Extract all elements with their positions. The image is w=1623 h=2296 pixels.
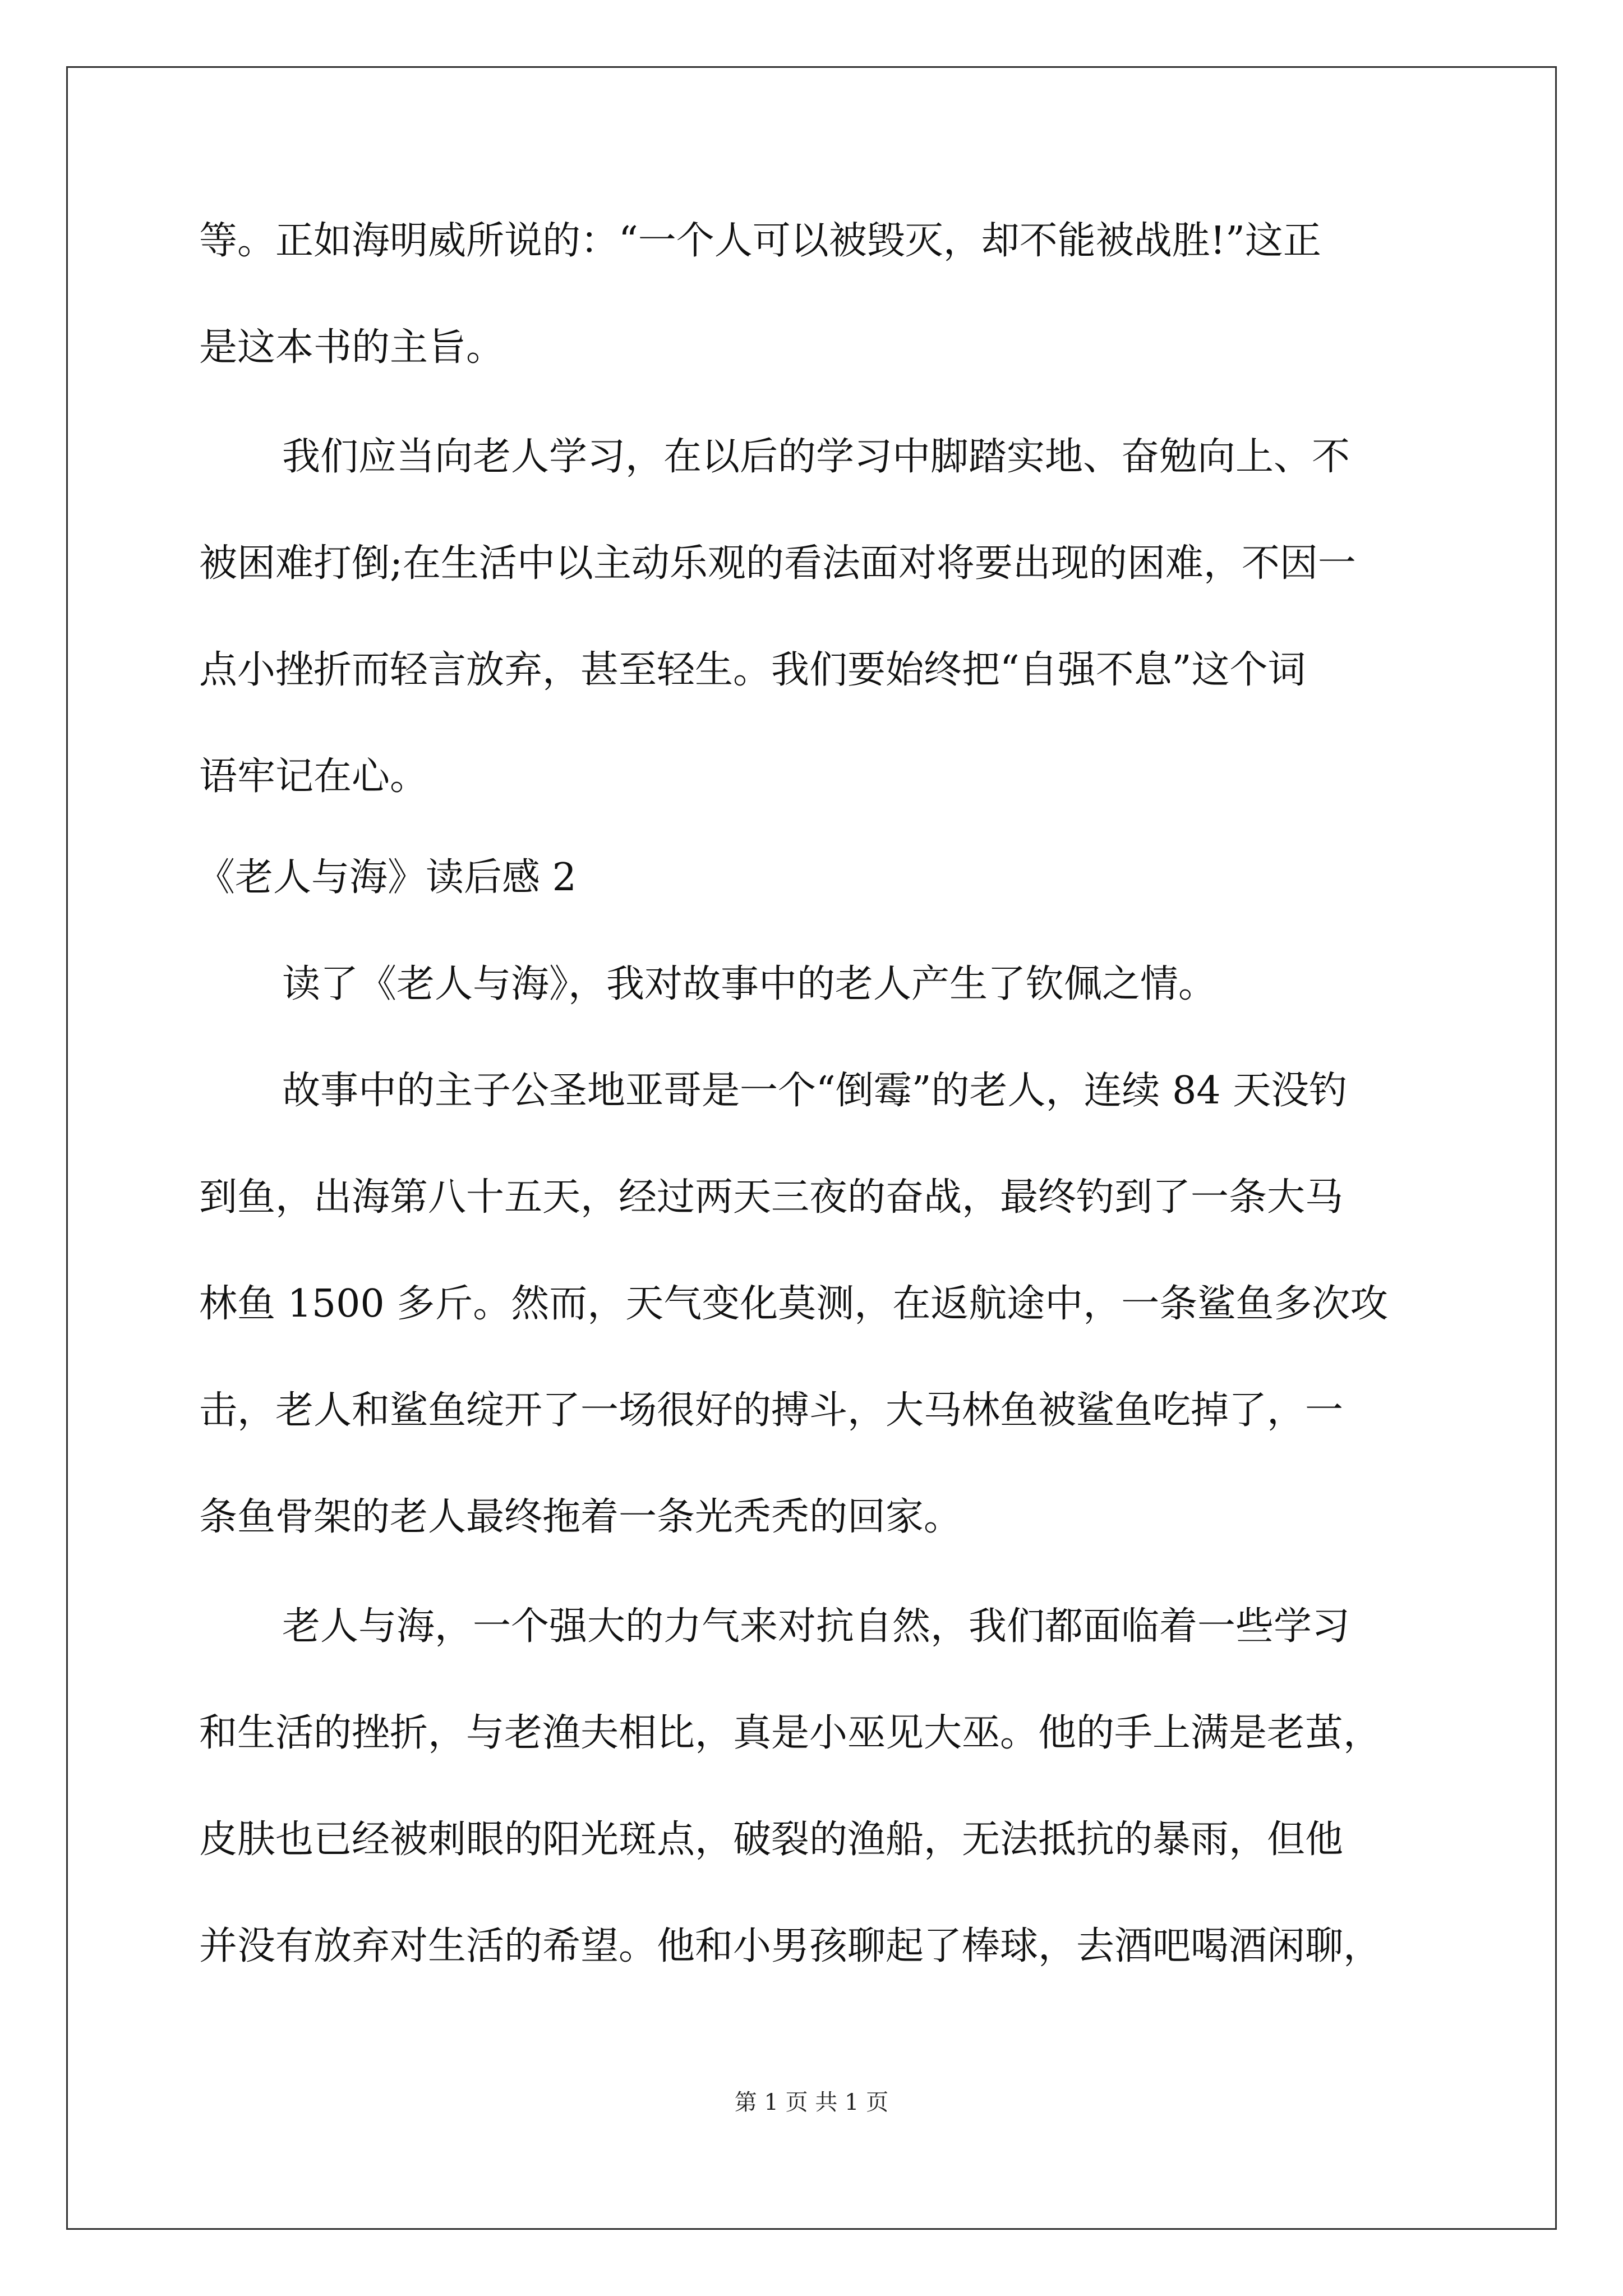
text-line: 和生活的挫折，与老渔夫相比，真是小巫见大巫。他的手上满是老茧， [199,1711,1382,1755]
text-line: 是这本书的主旨。 [199,325,505,370]
paragraph-start-line: 故事中的主子公圣地亚哥是一个“倒霉”的老人，连续 84 天没钓 [282,1069,1348,1113]
text-line: 林鱼 1500 多斤。然而，天气变化莫测，在返航途中，一条鲨鱼多次攻 [199,1282,1389,1326]
text-line: 条鱼骨架的老人最终拖着一条光秃秃的回家。 [199,1495,962,1539]
text-line: 皮肤也已经被刺眼的阳光斑点，破裂的渔船，无法抵抗的暴雨，但他 [199,1818,1344,1862]
text-line: 到鱼，出海第八十五天，经过两天三夜的奋战，最终钓到了一条大马 [199,1175,1344,1220]
text-line: 语牢记在心。 [199,754,428,799]
page-border [66,66,1557,2230]
text-line: 被困难打倒;在生活中以主动乐观的看法面对将要出现的困难，不因一 [199,541,1356,586]
paragraph-start-line: 老人与海，一个强大的力气来对抗自然，我们都面临着一些学习 [282,1604,1350,1649]
text-line: 击，老人和鲨鱼绽开了一场很好的搏斗，大马林鱼被鲨鱼吃掉了，一 [199,1388,1344,1433]
text-line: 等。正如海明威所说的：“一个人可以被毁灭，却不能被战胜!”这正 [199,219,1321,263]
paragraph-start-line: 我们应当向老人学习，在以后的学习中脚踏实地、奋勉向上、不 [282,435,1350,479]
section-heading: 《老人与海》读后感 2 [197,855,577,900]
text-line: 点小挫折而轻言放弃，甚至轻生。我们要始终把“自强不息”这个词 [199,648,1306,692]
paragraph-start-line: 读了《老人与海》，我对故事中的老人产生了钦佩之情。 [282,962,1217,1006]
page-footer: 第 1 页 共 1 页 [734,2090,889,2115]
text-line: 并没有放弃对生活的希望。他和小男孩聊起了棒球，去酒吧喝酒闲聊， [199,1924,1382,1968]
